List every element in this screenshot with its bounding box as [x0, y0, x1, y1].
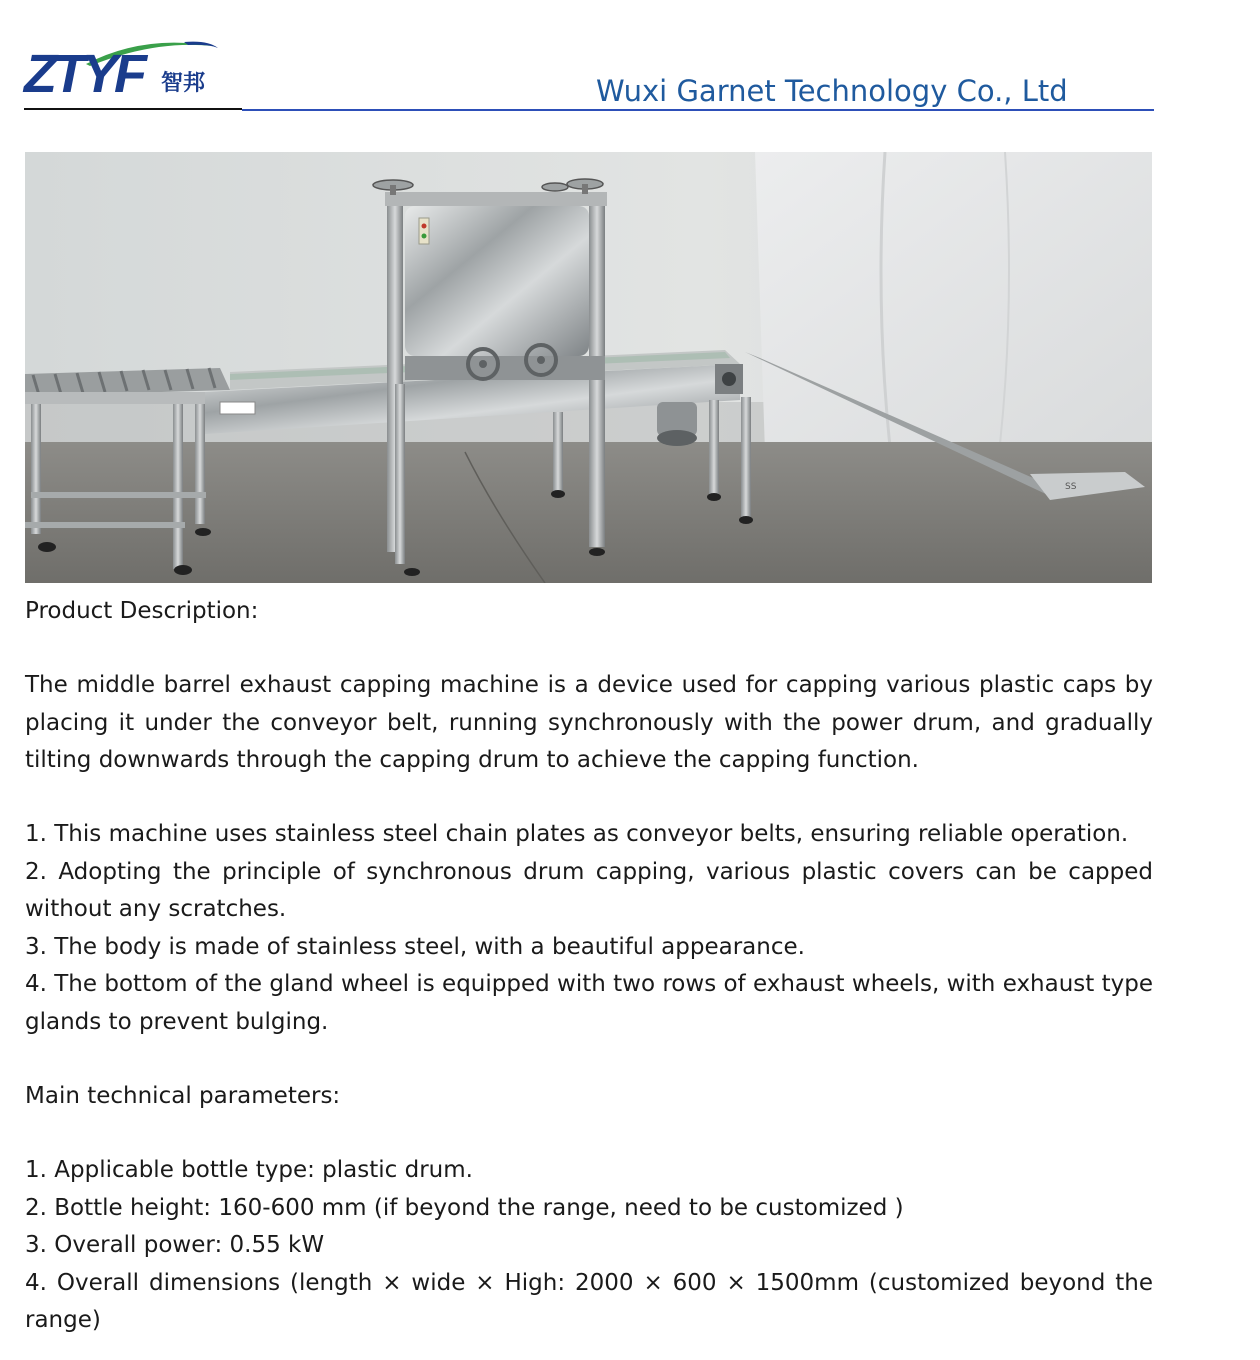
description-heading: Product Description:	[25, 598, 259, 624]
feature-list	[25, 816, 1153, 1041]
list-item: 2. Adopting the principle of synchronous drum capping, various plastic covers can be capped without any scratches.	[25, 858, 1153, 922]
logo-wordmark: ZTYF	[24, 44, 143, 104]
list-item: 4. The bottom of the gland wheel is equipped with two rows of exhaust wheels, with exhaust type glands to prevent bulging.	[25, 971, 1153, 1035]
parameters-heading: Main technical parameters:	[25, 1083, 341, 1109]
logo-chinese-text: 智邦	[161, 71, 206, 96]
company-name: Wuxi Garnet Technology Co., Ltd	[596, 74, 1068, 108]
product-photo	[25, 152, 1152, 583]
list-item: 1. Applicable bottle type: plastic drum.	[25, 1157, 473, 1183]
list-item: 3. Overall power: 0.55 kW	[25, 1232, 325, 1258]
list-item: 1. This machine uses stainless steel chain plates as conveyor belts, ensuring reliable operation.	[25, 821, 1129, 847]
curtain	[755, 152, 1152, 452]
company-logo	[24, 38, 224, 104]
header-rule-right	[242, 109, 1154, 111]
list-item: 2. Bottle height: 160-600 mm (if beyond the range, need to be customized )	[25, 1194, 904, 1221]
list-item: 3. The body is made of stainless steel, with a beautiful appearance.	[25, 933, 805, 960]
description-body: The middle barrel exhaust capping machine is a device used for capping various plastic caps by placing it under the conveyor belt, running synchronously with the power drum, and gradually tilting downwards through the capping drum to achieve the capping function.	[25, 672, 1153, 773]
page-header	[0, 0, 1260, 120]
header-rule-left	[24, 108, 242, 110]
parameter-list	[25, 1152, 1153, 1340]
list-item: 4. Overall dimensions (length × wide × High: 2000 × 600 × 1500mm (customized beyond the range)	[25, 1269, 1153, 1333]
drive-motor	[657, 402, 697, 446]
chute-panel-label: SS	[1065, 482, 1077, 492]
